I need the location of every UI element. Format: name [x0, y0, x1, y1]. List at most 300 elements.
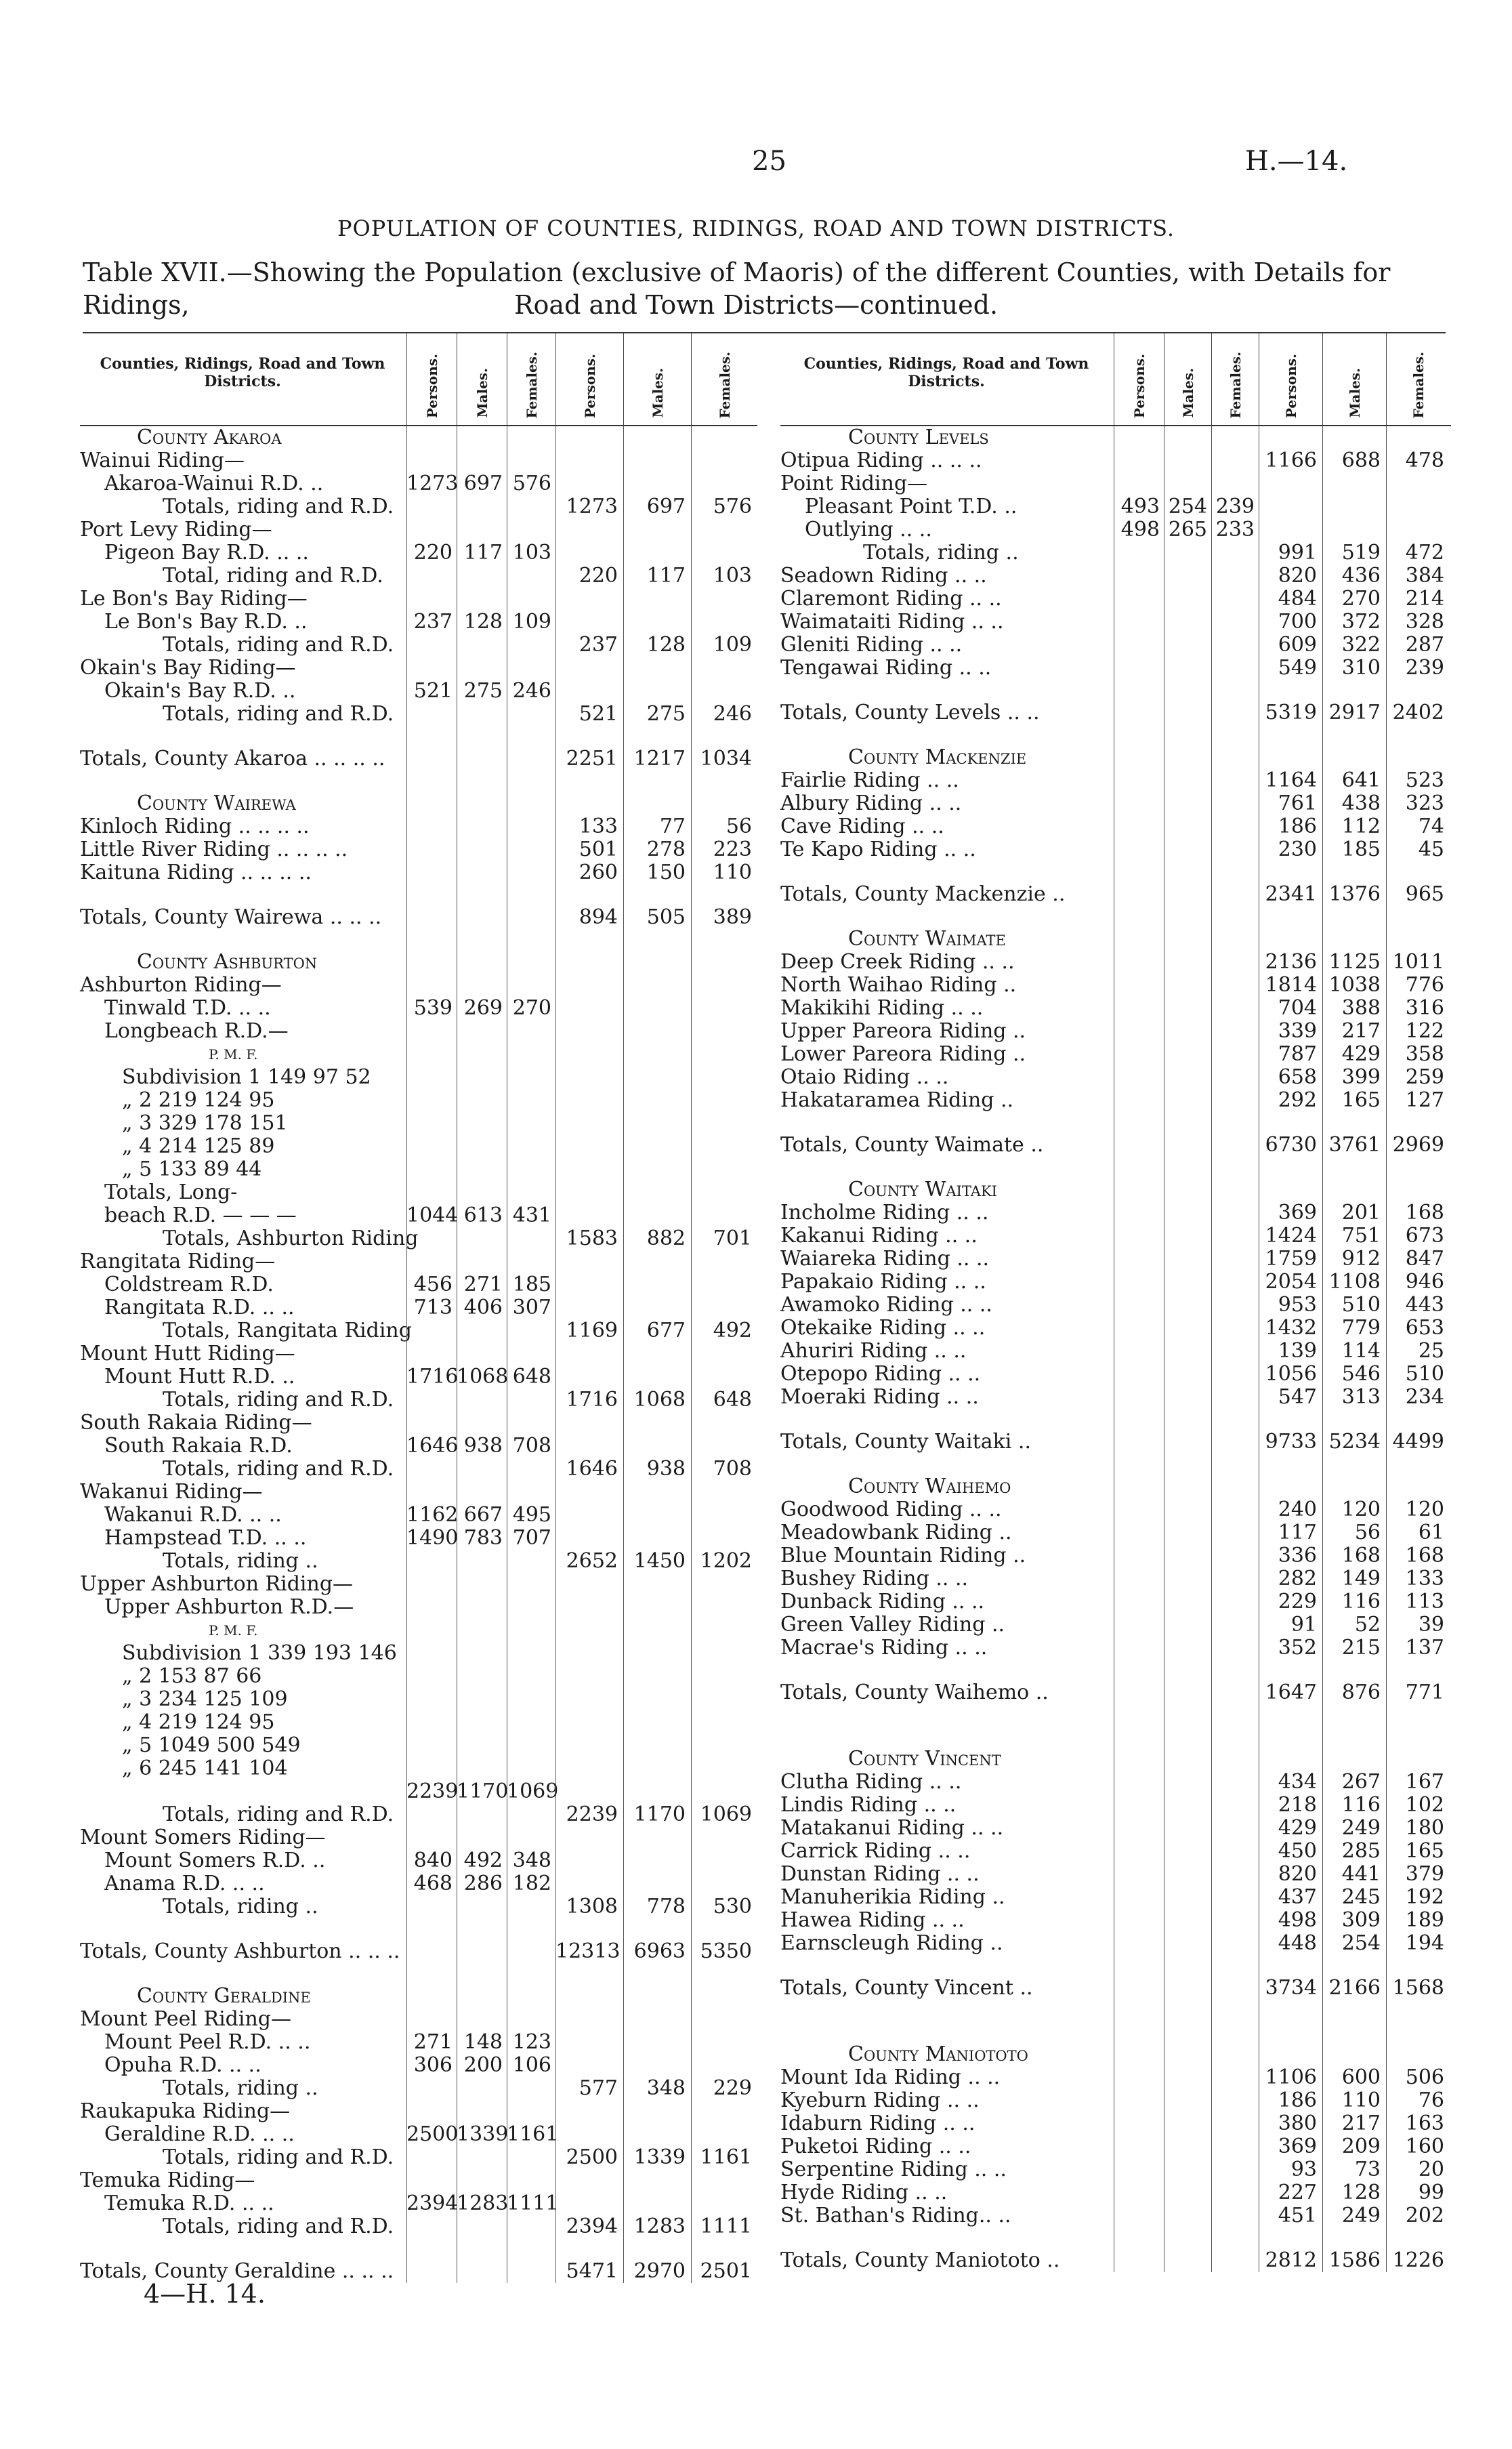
row-label: Matakanui Riding .. .. [780, 1816, 1004, 1840]
table-row [80, 997, 757, 1020]
table-row [780, 2158, 1451, 2181]
table-row [80, 588, 757, 611]
cell-value: 322 [1341, 633, 1381, 657]
cell-value: 613 [463, 1203, 503, 1227]
cell-value: 1056 [1265, 1362, 1317, 1386]
table-row [80, 1458, 757, 1481]
row-label: Geraldine R.D. .. .. [104, 2122, 295, 2146]
cell-value: 1068 [633, 1388, 686, 1412]
cell-value: 2166 [1328, 1976, 1381, 2000]
row-label: Totals, Rangitata Riding [163, 1319, 412, 1342]
table-row [780, 1020, 1451, 1043]
cell-value: 498 [1278, 1908, 1317, 1932]
cell-value: 260 [579, 861, 618, 884]
cell-value: 369 [1278, 1201, 1317, 1224]
table-row [780, 1840, 1451, 1863]
cell-value: 5319 [1265, 701, 1317, 724]
cell-value: 1106 [1265, 2065, 1317, 2089]
table-row [80, 1688, 757, 1711]
cell-value: 214 [1405, 587, 1444, 611]
table-row [80, 1342, 757, 1365]
table-row [80, 1849, 757, 1872]
row-label: Fairlie Riding .. .. [780, 768, 959, 792]
cell-value: 265 [1168, 518, 1207, 541]
cell-value: 2970 [633, 2259, 686, 2283]
cell-value: 110 [1341, 2088, 1381, 2112]
cell-value: 148 [463, 2030, 503, 2054]
header-females: Females. [507, 333, 556, 425]
table-row [80, 838, 757, 861]
cell-value: 168 [1341, 1544, 1381, 1567]
row-label: Mount Hutt R.D. .. [104, 1365, 295, 1388]
cell-value: 369 [1278, 2135, 1317, 2158]
cell-value: 1716 [566, 1388, 618, 1412]
table-row [780, 1567, 1451, 1590]
row-label: Subdivision 1 339 193 146 [122, 1641, 397, 1665]
cell-value: 128 [463, 610, 503, 634]
cell-value: 1339 [633, 2145, 686, 2169]
cell-value: 372 [1341, 610, 1381, 634]
table-row [780, 495, 1451, 518]
table-row [80, 1550, 757, 1573]
cell-value: 510 [1341, 1293, 1381, 1317]
cell-value: 9733 [1265, 1430, 1317, 1454]
cell-value: 278 [646, 838, 686, 861]
cell-value: 249 [1341, 2204, 1381, 2227]
row-label: Temuka R.D. .. .. [104, 2191, 274, 2215]
cell-value: 523 [1405, 768, 1444, 792]
cell-value: 112 [1341, 815, 1381, 838]
cell-value: 2812 [1265, 2248, 1317, 2272]
row-label: Longbeach R.D.— [104, 1019, 289, 1043]
table-row [80, 2146, 757, 2169]
cell-value: 254 [1168, 495, 1207, 518]
section-heading: County Vincent [848, 1747, 1001, 1771]
cell-value: 2501 [700, 2259, 752, 2283]
cell-value: 697 [646, 495, 686, 518]
row-label: Meadowbank Riding .. [780, 1521, 1012, 1544]
table-row [80, 1757, 757, 1780]
row-label: „ 2 153 87 66 [122, 1664, 262, 1688]
cell-value: 1011 [1392, 950, 1444, 974]
table-row [780, 1201, 1451, 1224]
cell-value: 1273 [566, 495, 618, 518]
header-name-label: Counties, Ridings, Road and Town Districts. [803, 355, 1089, 390]
cell-value: 93 [1290, 2158, 1317, 2181]
table-row [780, 906, 1451, 928]
table-caption: Table XVII.—Showing the Population (exclusive of Maoris) of the different Counties, with Details for Ridings, [83, 258, 1391, 320]
table-row [780, 1637, 1451, 1660]
cell-value: 218 [1278, 1793, 1317, 1817]
table-row [80, 1734, 757, 1757]
left-table-body [80, 426, 757, 2283]
table-row [780, 1157, 1451, 1178]
cell-value: 5234 [1328, 1430, 1381, 1454]
cell-value: 245 [1341, 1885, 1381, 1909]
row-label: Carrick Riding .. .. [780, 1839, 971, 1863]
cell-value: 271 [463, 1273, 503, 1296]
section-heading: County Waimate [848, 927, 1006, 951]
section-heading: County Waihemo [848, 1475, 1011, 1498]
table-row [80, 1711, 757, 1734]
row-label: Totals, riding and R.D. [163, 2145, 394, 2169]
row-label: Cave Riding .. .. [780, 815, 944, 838]
cell-value: 150 [646, 861, 686, 884]
table-row [80, 1596, 757, 1619]
table-row [780, 2043, 1451, 2066]
table-row [80, 1481, 757, 1504]
table-row [780, 1431, 1451, 1454]
table-row [80, 1204, 757, 1227]
cell-value: 202 [1405, 2204, 1444, 2227]
cell-value: 52 [1354, 1613, 1381, 1637]
cell-value: 103 [713, 564, 752, 588]
header-persons: Persons. [406, 333, 457, 425]
header-males: Males. [457, 333, 507, 425]
cell-value: 254 [1341, 1931, 1381, 1955]
cell-value: 185 [512, 1273, 551, 1296]
table-row [780, 1454, 1451, 1475]
cell-value: 1226 [1392, 2248, 1444, 2272]
row-label: Totals, County Mackenzie .. [780, 882, 1066, 906]
row-label: Totals, County Ashburton .. .. .. [80, 1939, 400, 1963]
cell-value: 707 [512, 1526, 551, 1550]
column-rule [1322, 426, 1323, 2272]
row-label: Little River Riding .. .. .. .. [80, 838, 348, 861]
cell-value: 1568 [1392, 1976, 1444, 2000]
table-row [780, 2135, 1451, 2158]
cell-value: 2239 [566, 1803, 618, 1826]
cell-value: 1339 [457, 2122, 509, 2146]
row-label: Manuherikia Riding .. [780, 1885, 1005, 1909]
header-persons: Persons. [555, 333, 624, 425]
cell-value: 194 [1405, 1931, 1444, 1955]
cell-value: 894 [579, 905, 618, 929]
table-row [780, 1544, 1451, 1567]
row-label: Totals, County Waitaki .. [780, 1430, 1031, 1454]
cell-value: 229 [1278, 1590, 1317, 1613]
cell-value: 501 [579, 838, 618, 861]
cell-value: 1647 [1265, 1681, 1317, 1704]
cell-value: 6730 [1265, 1133, 1317, 1157]
cell-value: 2969 [1392, 1133, 1444, 1157]
row-label: P. M. F. [209, 1622, 258, 1639]
table-row [780, 657, 1451, 680]
table-row [780, 564, 1451, 588]
cell-value: 306 [413, 2053, 453, 2077]
cell-value: 429 [1341, 1042, 1381, 1066]
cell-value: 270 [1341, 587, 1381, 611]
column-rule [1211, 426, 1212, 2272]
document-reference: H.—14. [1245, 146, 1348, 177]
row-label: Rangitata Riding— [80, 1250, 276, 1273]
table-row [780, 1726, 1451, 1748]
cell-value: 498 [1120, 518, 1160, 541]
cell-value: 139 [1278, 1339, 1317, 1363]
cell-value: 1125 [1328, 950, 1381, 974]
cell-value: 133 [579, 815, 618, 838]
table-row [80, 1940, 757, 1963]
cell-value: 708 [512, 1434, 551, 1458]
table-row [80, 1250, 757, 1273]
cell-value: 451 [1278, 2204, 1317, 2227]
cell-value: 389 [713, 905, 752, 929]
row-label: Waiareka Riding .. .. [780, 1247, 990, 1271]
cell-value: 127 [1405, 1088, 1444, 1112]
table-row [80, 1089, 757, 1112]
cell-value: 530 [713, 1895, 752, 1918]
cell-value: 270 [512, 996, 551, 1020]
table-row [780, 1271, 1451, 1294]
cell-value: 114 [1341, 1339, 1381, 1363]
cell-value: 493 [1120, 495, 1160, 518]
cell-value: 1716 [406, 1365, 459, 1388]
cell-value: 229 [713, 2076, 752, 2100]
cell-value: 1308 [566, 1895, 618, 1918]
row-label: Claremont Riding .. .. [780, 587, 1002, 611]
table-row [80, 1985, 757, 2008]
cell-value: 1170 [633, 1803, 686, 1826]
table-row [80, 861, 757, 884]
table-row [80, 2169, 757, 2192]
table-row [780, 1817, 1451, 1840]
cell-value: 388 [1341, 996, 1381, 1020]
table-row [780, 1771, 1451, 1794]
cell-value: 237 [579, 633, 618, 657]
row-label: Totals, riding and R.D. [163, 495, 394, 518]
cell-value: 847 [1405, 1247, 1444, 1271]
cell-value: 946 [1405, 1270, 1444, 1294]
cell-value: 192 [1405, 1885, 1444, 1909]
table-row [80, 1043, 757, 1066]
cell-value: 519 [1341, 541, 1381, 564]
cell-value: 316 [1405, 996, 1444, 1020]
cell-value: 468 [413, 1872, 453, 1895]
row-label: Goodwood Riding .. .. [780, 1498, 1002, 1521]
table-row [80, 1412, 757, 1435]
table-row [780, 724, 1451, 746]
cell-value: 77 [659, 815, 686, 838]
table-row [780, 883, 1451, 906]
table-row [780, 792, 1451, 815]
cell-value: 1283 [457, 2191, 509, 2215]
row-label: Clutha Riding .. .. [780, 1770, 962, 1794]
cell-value: 323 [1405, 791, 1444, 815]
row-label: Totals, County Waimate .. [780, 1133, 1044, 1157]
cell-value: 117 [463, 541, 503, 564]
table-row [780, 1955, 1451, 1977]
row-label: Akaroa-Wainui R.D. .. [104, 472, 324, 495]
table-row [780, 1043, 1451, 1066]
cell-value: 133 [1405, 1567, 1444, 1590]
cell-value: 1166 [1265, 449, 1317, 472]
cell-value: 292 [1278, 1088, 1317, 1112]
cell-value: 309 [1341, 1908, 1381, 1932]
row-label: Mount Ida Riding .. .. [780, 2065, 1001, 2089]
cell-value: 1646 [406, 1434, 459, 1458]
table-row [80, 2100, 757, 2123]
row-label: „ 6 245 141 104 [122, 1756, 288, 1780]
table-row [80, 1527, 757, 1550]
cell-value: 201 [1341, 1201, 1381, 1224]
cell-value: 109 [713, 633, 752, 657]
cell-value: 576 [713, 495, 752, 518]
table-row [80, 1227, 757, 1250]
row-label: Upper Pareora Riding .. [780, 1019, 1026, 1043]
row-label: Totals, riding and R.D. [163, 633, 394, 657]
header-males: Males. [1322, 333, 1387, 425]
row-label: Subdivision 1 149 97 52 [122, 1065, 371, 1089]
row-label: Le Bon's Bay Riding— [80, 587, 308, 611]
cell-value: 443 [1405, 1293, 1444, 1317]
row-label: Ahuriri Riding .. .. [780, 1339, 967, 1363]
cell-value: 697 [463, 472, 503, 495]
row-label: Te Kapo Riding .. .. [780, 838, 976, 861]
table-row [780, 1409, 1451, 1431]
column-rule [1386, 426, 1387, 2272]
table-row [780, 1089, 1451, 1112]
row-label: Totals, Ashburton Riding [163, 1227, 419, 1250]
cell-value: 673 [1405, 1224, 1444, 1248]
cell-value: 2402 [1392, 701, 1444, 724]
cell-value: 600 [1341, 2065, 1381, 2089]
cell-value: 352 [1278, 1636, 1317, 1660]
table-row [80, 680, 757, 703]
row-label: Wakanui Riding— [80, 1480, 263, 1504]
cell-value: 456 [413, 1273, 453, 1296]
cell-value: 436 [1341, 564, 1381, 588]
column-rule [623, 426, 624, 2283]
cell-value: 168 [1405, 1544, 1444, 1567]
cell-value: 783 [463, 1526, 503, 1550]
section-heading: County Mackenzie [848, 745, 1027, 769]
cell-value: 182 [512, 1872, 551, 1895]
cell-value: 117 [646, 564, 686, 588]
row-label: Tinwald T.D. .. .. [104, 996, 271, 1020]
cell-value: 116 [1341, 1793, 1381, 1817]
table-row [80, 2077, 757, 2100]
cell-value: 448 [1278, 1931, 1317, 1955]
table-row [780, 2249, 1451, 2272]
cell-value: 180 [1405, 1816, 1444, 1840]
row-label: Mount Peel R.D. .. .. [104, 2030, 311, 2054]
cell-value: 160 [1405, 2135, 1444, 2158]
table-row [80, 1135, 757, 1158]
cell-value: 2500 [406, 2122, 459, 2146]
cell-value: 708 [713, 1457, 752, 1481]
row-label: Deep Creek Riding .. .. [780, 950, 1015, 974]
cell-value: 1273 [406, 472, 459, 495]
cell-value: 233 [1215, 518, 1255, 541]
table-row [80, 1895, 757, 1918]
row-label: Serpentine Riding .. .. [780, 2158, 1007, 2181]
cell-value: 56 [726, 815, 752, 838]
section-heading: County Geraldine [137, 1984, 311, 2008]
cell-value: 73 [1354, 2158, 1381, 2181]
table-row [80, 747, 757, 770]
row-label: Puketoi Riding .. .. [780, 2135, 971, 2158]
table-row [780, 1613, 1451, 1637]
row-label: Okain's Bay R.D. .. [104, 679, 296, 703]
column-rule [406, 426, 407, 2283]
row-label: Gleniti Riding .. .. [780, 633, 963, 657]
table-row [80, 1872, 757, 1895]
row-label: P. M. F. [209, 1046, 258, 1063]
row-label: Mount Hutt Riding— [80, 1342, 295, 1365]
header-females: Females. [1211, 333, 1259, 425]
cell-value: 778 [646, 1895, 686, 1918]
row-label: Totals, County Maniototo .. [780, 2248, 1060, 2272]
row-label: Outlying .. .. [805, 518, 932, 541]
cell-value: 701 [713, 1227, 752, 1250]
cell-value: 220 [413, 541, 453, 564]
table-row [80, 770, 757, 792]
cell-value: 441 [1341, 1862, 1381, 1886]
column-rule [691, 426, 692, 2283]
table-row [780, 928, 1451, 951]
cell-value: 1490 [406, 1526, 459, 1550]
table-row [780, 838, 1451, 861]
row-label: Okain's Bay Riding— [80, 656, 296, 680]
cell-value: 215 [1341, 1636, 1381, 1660]
cell-value: 1169 [566, 1319, 618, 1342]
row-label: „ 2 219 124 95 [122, 1088, 275, 1112]
table-row [780, 1909, 1451, 1932]
cell-value: 282 [1278, 1567, 1317, 1590]
row-label: Otaio Riding .. .. [780, 1065, 949, 1089]
row-label: „ 5 133 89 44 [122, 1157, 262, 1181]
cell-value: 2239 [406, 1779, 459, 1803]
row-label: Point Riding— [780, 472, 928, 495]
cell-value: 431 [512, 1203, 551, 1227]
row-label: beach R.D. — — — [104, 1203, 297, 1227]
cell-value: 2652 [566, 1549, 618, 1573]
table-row [780, 2204, 1451, 2227]
table-row [780, 1475, 1451, 1498]
table-row [80, 974, 757, 997]
table-row [780, 1112, 1451, 1134]
cell-value: 1161 [507, 2122, 559, 2146]
cell-value: 287 [1405, 633, 1444, 657]
cell-value: 1583 [566, 1227, 618, 1250]
table-row [780, 680, 1451, 701]
table-row [80, 2123, 757, 2146]
table-row [80, 1388, 757, 1412]
table-row [780, 2112, 1451, 2135]
row-label: St. Bathan's Riding.. .. [780, 2204, 1011, 2227]
cell-value: 5471 [566, 2259, 618, 2283]
table-row [780, 611, 1451, 634]
cell-value: 239 [1405, 656, 1444, 680]
cell-value: 991 [1278, 541, 1317, 564]
row-label: Wainui Riding— [80, 449, 245, 472]
cell-value: 240 [1278, 1498, 1317, 1521]
cell-value: 209 [1341, 2135, 1381, 2158]
cell-value: 820 [1278, 564, 1317, 588]
page-title: POPULATION OF COUNTIES, RIDINGS, ROAD AND TOWN DISTRICTS. [337, 215, 1175, 241]
table-row [780, 951, 1451, 974]
row-label: Totals, riding .. [163, 1895, 318, 1918]
header-persons: Persons. [1259, 333, 1323, 425]
cell-value: 1068 [457, 1365, 509, 1388]
table-row [80, 657, 757, 680]
table-row [780, 1224, 1451, 1248]
section-heading: County Levels [848, 426, 989, 449]
table-row [780, 1317, 1451, 1340]
row-label: Hakataramea Riding .. [780, 1088, 1014, 1112]
section-heading: County Maniototo [848, 2042, 1028, 2066]
cell-value: 149 [1341, 1567, 1381, 1590]
